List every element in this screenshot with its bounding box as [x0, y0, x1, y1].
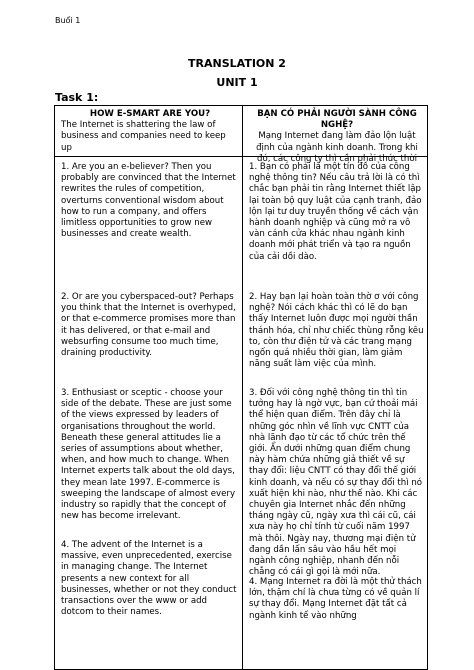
- english-paragraph-1: 1. Are you an e-believer? Then you probably are convinced that the Internet rewrites the rules of competition, overturns conventional wisdom about how to run a company, and offers limitless opportunities to grow new businesses and create wealth.: [61, 162, 236, 240]
- english-paragraph-4: 4. The advent of the Internet is a massive, even unprecedented, exercise in managing change. The Internet presents a new context for all businesses, whether or not they conduct transactions over the www or add dotcom to their names.: [61, 540, 237, 618]
- vietnamese-paragraph-4: 4. Mạng Internet ra đời là một thử thách lớn, thậm chí là chưa từng có về quản lí sự thay đổi. Mạng Internet đặt tất cả ngành kinh tế vào những: [249, 577, 422, 621]
- vietnamese-paragraph-3: 3. Đối với công nghệ thông tin thì tin tưởng hay là ngờ vực, bạn cứ thoải mái thể hiện quan điểm. Trên đây chỉ là những góc nhìn về lĩnh vực CNTT của nhà lãnh đạo từ các tổ chức trên thế giới. Ẩn dưới những quan điểm chung này hàm chứa những giả thiết về sự thay đổi: liệu CNTT có thay đổi thế giới kinh doanh, và nếu có sự thay đổi thì nó xuất hiện khi nào, như thế nào. Khi các chuyên gia Internet nhắc đến những tháng ngày cũ, ngày xưa thì cái cũ, cái xưa này họ chỉ tính từ cuối năm 1997 mà thôi. Ngày nay, thương mại điện tử đang dần lấn sâu vào hầu hết mọi ngành công nghiệp, nhanh đến nỗi chẳng có cái gì gọi là mới nữa.: [249, 388, 423, 578]
- task-label: Task 1:: [55, 91, 99, 104]
- english-header-subtitle: The Internet is shattering the law of business and companies need to keep up: [61, 120, 226, 153]
- english-header-cell: [61, 109, 239, 154]
- english-paragraph-3: 3. Enthusiast or sceptic - choose your side of the debate. These are just some of the views expressed by leaders of organisations throughout the world. Beneath these general attitudes lie a series of assumptions about whether, when, and how much to change. When Internet experts talk about the old days, they mean late 1997. E-commerce is sweeping the landscape of almost every industry so rapidly that the concept of new has become irrelevant.: [61, 388, 236, 522]
- unit-title: UNIT 1: [216, 76, 258, 89]
- vietnamese-header-title: BẠN CÓ PHẢI NGƯỜI SÀNH CÔNG NGHỆ?: [257, 109, 417, 131]
- document-title: TRANSLATION 2: [188, 57, 286, 70]
- translation-table: [54, 105, 428, 670]
- column-divider: [242, 106, 243, 669]
- vietnamese-paragraph-2: 2. Hay bạn lại hoàn toàn thờ ơ với công nghệ? Nói cách khác thì có lẽ do bạn thấy Internet luôn được mọi người thần thánh hóa, chỉ như chiếc thùng rỗng kêu to, còn thư điện tử và các trang mạng ngốn quá nhiều thời gian, làm giảm năng suất làm việc của mình.: [249, 292, 424, 370]
- page-header: Buổi 1: [55, 16, 81, 25]
- vietnamese-header-cell: [249, 109, 425, 165]
- english-paragraph-2: 2. Or are you cyberspaced-out? Perhaps you think that the Internet is overhyped, or that e-commerce promises more than it has delivered, or that e-mail and websurfing consume too much time, draining productivity.: [61, 292, 236, 359]
- vietnamese-header-subtitle: Mạng Internet đang làm đảo lộn luật định của ngành kinh doanh. Trong khi đó, các công ty thì cần phải thức thời: [256, 131, 418, 164]
- english-header-title: HOW E-SMART ARE YOU?: [89, 109, 211, 119]
- vietnamese-paragraph-1: 1. Bạn có phải là một tín đồ của công nghệ thông tin? Nếu câu trả lời là có thì chắc bạn phải tin rằng Internet thiết lập lại toàn bộ quy luật của cạnh tranh, đảo lộn lại tư duy truyền thống về cách vận hành doanh nghiệp và cũng mở ra vô vàn cánh cửa khác nhau ngành kinh doanh mới phát triển và tạo ra nguồn của cải dồi dào.: [249, 162, 422, 262]
